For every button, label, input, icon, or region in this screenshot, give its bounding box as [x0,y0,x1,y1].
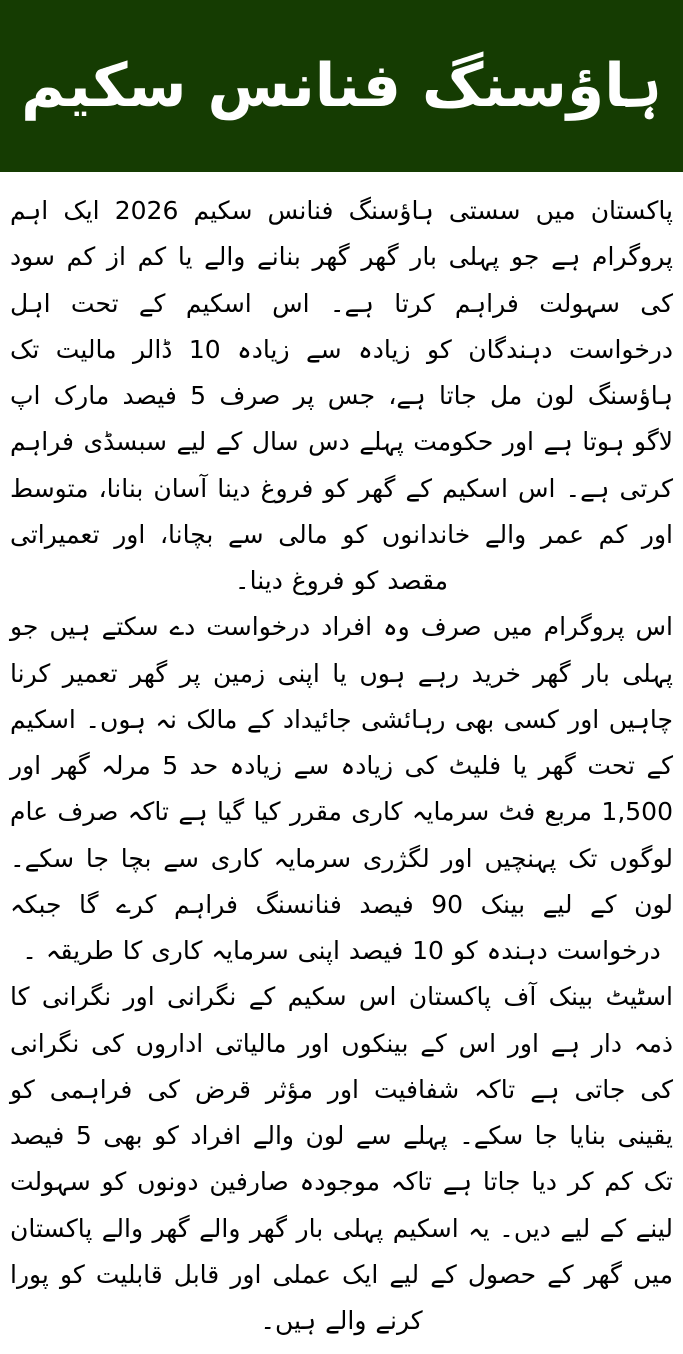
paragraph-eligibility: اس پروگرام میں صرف وہ افراد درخواست دے سکتے ہیں جو پہلی بار گھر خرید رہے ہوں یا اپنی زمین پر گھر تعمیر کرنا چاہیں اور کسی بھی رہائشی جائیداد کے مالک نہ ہوں۔ اسکیم کے تحت گھر یا فلیٹ کی زیادہ سے زیادہ حد 5 مرلہ گھر اور 1,500 مربع فٹ سرمایہ کاری مقرر کیا گیا ہے تاکہ صرف عام لوگوں تک پہنچیں اور لگژری سرمایہ کاری سے بچا جا سکے۔ لون کے لیے بینک 90 فیصد فنانسنگ فراہم کرے گا جبکہ درخواست دہندہ کو 10 فیصد اپنی سرمایہ کاری کا طریقہ ۔ [10,612,674,965]
article-body [0,172,683,1354]
paragraph-intro: پاکستان میں سستی ہاؤسنگ فنانس سکیم 2026 ایک اہم پروگرام ہے جو پہلی بار گھر گھر بنانے والے یا کم از کم سود کی سہولت فراہم کرتا ہے۔ اس اسکیم کے تحت اہل درخواست دہندگان کو زیادہ سے زیادہ 10 ڈالر مالیت تک ہاؤسنگ لون مل جاتا ہے، جس پر صرف 5 فیصد مارک اپ لاگو ہوتا ہے اور حکومت پہلے دس سال کے لیے سبسڈی فراہم کرتی ہے۔ اس اسکیم کے گھر کو فروغ دینا آسان بنانا، متوسط اور کم عمر والے خاندانوں کو مالی سے بچانا، اور تعمیراتی مقصد کو فروغ دینا۔ [10,196,673,595]
page-title: ہاؤسنگ فنانس سکیم [21,51,662,121]
paragraph-oversight: اسٹیٹ بینک آف پاکستان اس سکیم کے نگرانی اور نگرانی کا ذمہ دار ہے اور اس کے بینکوں اور مالیاتی اداروں کی نگرانی کی جاتی ہے تاکہ شفافیت اور مؤثر قرض کی فراہمی کو یقینی بنایا جا سکے۔ پہلے سے لون والے افراد کو بھی 5 فیصد تک کم کر دیا جاتا ہے تاکہ موجودہ صارفین دونوں کو سہولت لینے کے لیے دیں۔ یہ اسکیم پہلی بار گھر والے گھر والے پاکستان میں گھر کے حصول کے لیے ایک عملی اور قابل قابلیت کو پورا کرنے والے ہیں۔ [10,982,674,1335]
title-banner [0,0,683,172]
